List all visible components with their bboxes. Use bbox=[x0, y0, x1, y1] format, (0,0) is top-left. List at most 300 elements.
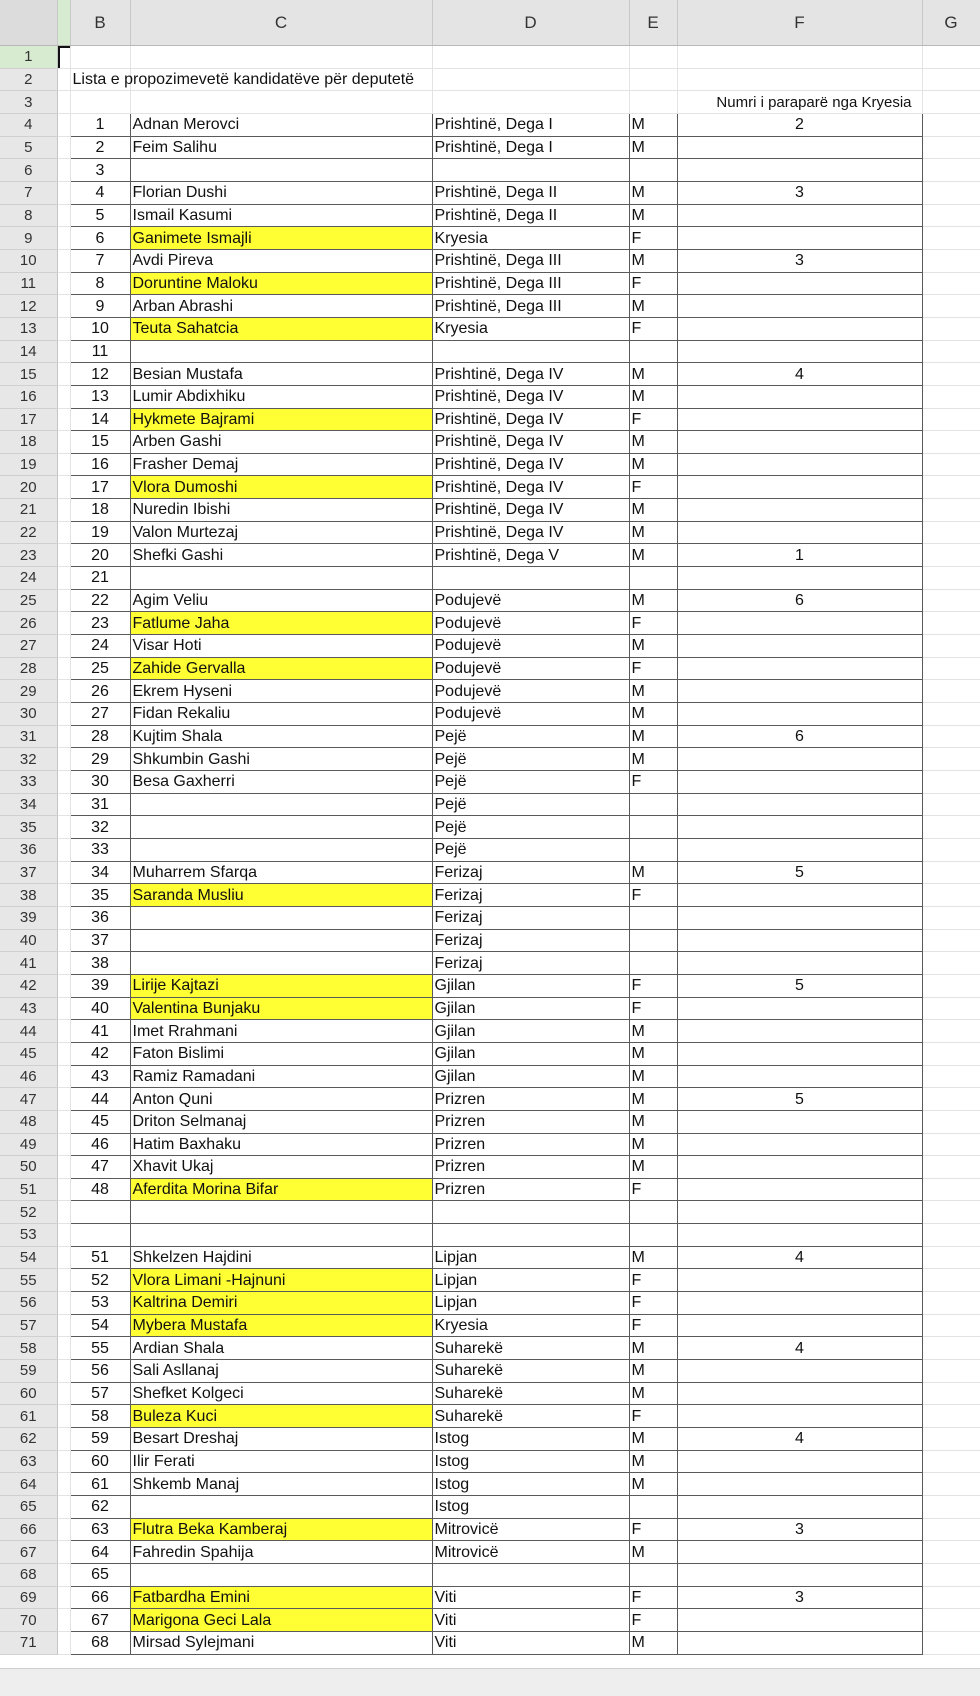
cell-g[interactable] bbox=[922, 929, 980, 952]
cell-count[interactable] bbox=[677, 1450, 922, 1473]
cell-g[interactable] bbox=[922, 1609, 980, 1632]
cell-name[interactable] bbox=[130, 952, 432, 975]
cell-gender[interactable]: F bbox=[629, 1586, 677, 1609]
cell-gender[interactable]: F bbox=[629, 771, 677, 794]
cell-name[interactable] bbox=[130, 159, 432, 182]
cell-count[interactable] bbox=[677, 1314, 922, 1337]
column-header-d[interactable]: D bbox=[432, 0, 629, 46]
cell-number[interactable]: 53 bbox=[70, 1292, 130, 1315]
cell-a[interactable] bbox=[57, 771, 70, 794]
cell-g[interactable] bbox=[922, 408, 980, 431]
cell-a[interactable] bbox=[57, 204, 70, 227]
cell-a[interactable] bbox=[57, 1541, 70, 1564]
row-header[interactable]: 26 bbox=[0, 612, 57, 635]
cell-gender[interactable]: F bbox=[629, 1178, 677, 1201]
cell-number[interactable]: 29 bbox=[70, 748, 130, 771]
cell-number[interactable]: 9 bbox=[70, 295, 130, 318]
cell-branch[interactable]: Kryesia bbox=[432, 227, 629, 250]
cell-branch[interactable]: Podujevë bbox=[432, 680, 629, 703]
cell-number[interactable]: 51 bbox=[70, 1246, 130, 1269]
cell-branch[interactable] bbox=[432, 567, 629, 590]
row-header[interactable]: 10 bbox=[0, 249, 57, 272]
cell-gender[interactable]: F bbox=[629, 317, 677, 340]
row-header[interactable]: 63 bbox=[0, 1450, 57, 1473]
cell-name[interactable]: Valon Murtezaj bbox=[130, 521, 432, 544]
cell-count[interactable] bbox=[677, 136, 922, 159]
cell-name[interactable]: Saranda Musliu bbox=[130, 884, 432, 907]
row-header[interactable]: 55 bbox=[0, 1269, 57, 1292]
cell-a[interactable] bbox=[57, 431, 70, 454]
cell-a[interactable] bbox=[57, 340, 70, 363]
cell-count[interactable] bbox=[677, 227, 922, 250]
cell-g[interactable] bbox=[922, 1563, 980, 1586]
cell-number[interactable]: 21 bbox=[70, 567, 130, 590]
cell-count[interactable]: 4 bbox=[677, 1246, 922, 1269]
cell-a[interactable] bbox=[57, 1473, 70, 1496]
cell-a[interactable] bbox=[57, 680, 70, 703]
cell-name[interactable]: Shefket Kolgeci bbox=[130, 1382, 432, 1405]
cell-branch[interactable] bbox=[432, 68, 629, 91]
cell-gender[interactable]: M bbox=[629, 1450, 677, 1473]
row-header[interactable]: 65 bbox=[0, 1496, 57, 1519]
cell-name[interactable]: Marigona Geci Lala bbox=[130, 1609, 432, 1632]
cell-branch[interactable] bbox=[432, 91, 629, 114]
cell-number[interactable]: 68 bbox=[70, 1631, 130, 1654]
row-header[interactable]: 49 bbox=[0, 1133, 57, 1156]
cell-number[interactable]: 8 bbox=[70, 272, 130, 295]
cell-name[interactable]: Fatlume Jaha bbox=[130, 612, 432, 635]
row-header[interactable]: 30 bbox=[0, 703, 57, 726]
cell-a[interactable] bbox=[57, 1405, 70, 1428]
row-header[interactable]: 46 bbox=[0, 1065, 57, 1088]
cell-gender[interactable]: M bbox=[629, 589, 677, 612]
cell-g[interactable] bbox=[922, 1110, 980, 1133]
cell-gender[interactable]: M bbox=[629, 136, 677, 159]
cell-name[interactable]: Shefki Gashi bbox=[130, 544, 432, 567]
cell-gender[interactable]: F bbox=[629, 1518, 677, 1541]
cell-a[interactable] bbox=[57, 703, 70, 726]
row-header[interactable]: 20 bbox=[0, 476, 57, 499]
cell-g[interactable] bbox=[922, 1314, 980, 1337]
cell-branch[interactable]: Podujevë bbox=[432, 703, 629, 726]
cell-a[interactable] bbox=[57, 657, 70, 680]
cell-a[interactable] bbox=[57, 46, 70, 69]
cell-gender[interactable]: F bbox=[629, 884, 677, 907]
cell-a[interactable] bbox=[57, 476, 70, 499]
cell-number[interactable]: 64 bbox=[70, 1541, 130, 1564]
row-header[interactable]: 42 bbox=[0, 974, 57, 997]
cell-gender[interactable]: M bbox=[629, 748, 677, 771]
cell-name[interactable]: Vlora Dumoshi bbox=[130, 476, 432, 499]
cell-branch[interactable] bbox=[432, 340, 629, 363]
cell-a[interactable] bbox=[57, 1156, 70, 1179]
cell-count[interactable]: 3 bbox=[677, 1586, 922, 1609]
cell-number[interactable]: 63 bbox=[70, 1518, 130, 1541]
cell-branch[interactable]: Mitrovicë bbox=[432, 1518, 629, 1541]
cell-name[interactable]: Imet Rrahmani bbox=[130, 1020, 432, 1043]
cell-count[interactable] bbox=[677, 1563, 922, 1586]
cell-count[interactable] bbox=[677, 1541, 922, 1564]
cell-a[interactable] bbox=[57, 816, 70, 839]
cell-count[interactable]: 4 bbox=[677, 1428, 922, 1451]
cell-g[interactable] bbox=[922, 793, 980, 816]
cell-name[interactable]: Shkemb Manaj bbox=[130, 1473, 432, 1496]
cell-count[interactable] bbox=[677, 1609, 922, 1632]
cell-a[interactable] bbox=[57, 929, 70, 952]
cell-gender[interactable]: M bbox=[629, 1246, 677, 1269]
cell-a[interactable] bbox=[57, 725, 70, 748]
cell-gender[interactable]: M bbox=[629, 1156, 677, 1179]
row-header[interactable]: 47 bbox=[0, 1088, 57, 1111]
row-header[interactable]: 50 bbox=[0, 1156, 57, 1179]
cell-branch[interactable]: Istog bbox=[432, 1496, 629, 1519]
row-header[interactable]: 5 bbox=[0, 136, 57, 159]
cell-gender[interactable]: F bbox=[629, 1405, 677, 1428]
cell-count[interactable] bbox=[677, 295, 922, 318]
cell-count[interactable] bbox=[677, 272, 922, 295]
cell-a[interactable] bbox=[57, 249, 70, 272]
row-header[interactable]: 18 bbox=[0, 431, 57, 454]
cell-count[interactable]: 6 bbox=[677, 589, 922, 612]
cell-g[interactable] bbox=[922, 544, 980, 567]
cell-number[interactable]: 38 bbox=[70, 952, 130, 975]
cell-branch[interactable]: Istog bbox=[432, 1450, 629, 1473]
cell-g[interactable] bbox=[922, 997, 980, 1020]
row-header[interactable]: 45 bbox=[0, 1042, 57, 1065]
cell-number[interactable]: 45 bbox=[70, 1110, 130, 1133]
cell-a[interactable] bbox=[57, 1110, 70, 1133]
cell-count[interactable] bbox=[677, 906, 922, 929]
cell-g[interactable] bbox=[922, 136, 980, 159]
cell-gender[interactable]: F bbox=[629, 997, 677, 1020]
cell-count[interactable] bbox=[677, 1110, 922, 1133]
row-header[interactable]: 56 bbox=[0, 1292, 57, 1315]
cell-number[interactable]: 24 bbox=[70, 635, 130, 658]
cell-branch[interactable]: Pejë bbox=[432, 816, 629, 839]
row-header[interactable]: 33 bbox=[0, 771, 57, 794]
cell-number[interactable]: 36 bbox=[70, 906, 130, 929]
cell-a[interactable] bbox=[57, 1201, 70, 1224]
cell-branch[interactable]: Prishtinë, Dega II bbox=[432, 204, 629, 227]
cell-count[interactable] bbox=[677, 1201, 922, 1224]
row-header[interactable]: 69 bbox=[0, 1586, 57, 1609]
cell-gender[interactable]: M bbox=[629, 499, 677, 522]
row-header[interactable]: 29 bbox=[0, 680, 57, 703]
cell-count[interactable] bbox=[677, 680, 922, 703]
cell-count[interactable] bbox=[677, 1473, 922, 1496]
cell-name[interactable] bbox=[130, 340, 432, 363]
cell-branch[interactable]: Istog bbox=[432, 1473, 629, 1496]
cell-gender[interactable]: M bbox=[629, 1133, 677, 1156]
cell-g[interactable] bbox=[922, 1360, 980, 1383]
cell-gender[interactable] bbox=[629, 567, 677, 590]
cell-gender[interactable] bbox=[629, 1563, 677, 1586]
cell-g[interactable] bbox=[922, 861, 980, 884]
cell-a[interactable] bbox=[57, 295, 70, 318]
cell-gender[interactable]: M bbox=[629, 1088, 677, 1111]
cell-branch[interactable]: Lipjan bbox=[432, 1269, 629, 1292]
cell-a[interactable] bbox=[57, 1042, 70, 1065]
cell-a[interactable] bbox=[57, 1065, 70, 1088]
count-column-header[interactable]: Numri i paraparë nga Kryesia bbox=[677, 91, 922, 114]
cell-a[interactable] bbox=[57, 1337, 70, 1360]
cell-a[interactable] bbox=[57, 113, 70, 136]
cell-gender[interactable]: M bbox=[629, 544, 677, 567]
cell-g[interactable] bbox=[922, 748, 980, 771]
cell-a[interactable] bbox=[57, 1178, 70, 1201]
cell-count[interactable] bbox=[677, 748, 922, 771]
row-header[interactable]: 35 bbox=[0, 816, 57, 839]
cell-name[interactable]: Anton Quni bbox=[130, 1088, 432, 1111]
cell-g[interactable] bbox=[922, 453, 980, 476]
cell-g[interactable] bbox=[922, 1382, 980, 1405]
cell-gender[interactable]: M bbox=[629, 1337, 677, 1360]
row-header[interactable]: 6 bbox=[0, 159, 57, 182]
cell-number[interactable]: 14 bbox=[70, 408, 130, 431]
cell-g[interactable] bbox=[922, 181, 980, 204]
row-header[interactable]: 64 bbox=[0, 1473, 57, 1496]
cell-branch[interactable]: Viti bbox=[432, 1586, 629, 1609]
cell-gender[interactable]: M bbox=[629, 1042, 677, 1065]
cell-number[interactable]: 66 bbox=[70, 1586, 130, 1609]
cell-a[interactable] bbox=[57, 1246, 70, 1269]
cell-gender[interactable] bbox=[629, 68, 677, 91]
cell-g[interactable] bbox=[922, 703, 980, 726]
cell-gender[interactable]: F bbox=[629, 227, 677, 250]
cell-count[interactable]: 4 bbox=[677, 363, 922, 386]
cell-count[interactable] bbox=[677, 204, 922, 227]
cell-gender[interactable] bbox=[629, 340, 677, 363]
row-header[interactable]: 37 bbox=[0, 861, 57, 884]
cell-number[interactable]: 4 bbox=[70, 181, 130, 204]
cell-g[interactable] bbox=[922, 1156, 980, 1179]
cell-number[interactable]: 6 bbox=[70, 227, 130, 250]
row-header[interactable]: 44 bbox=[0, 1020, 57, 1043]
cell-name[interactable]: Muharrem Sfarqa bbox=[130, 861, 432, 884]
cell-number[interactable]: 39 bbox=[70, 974, 130, 997]
row-header[interactable]: 32 bbox=[0, 748, 57, 771]
cell-name[interactable] bbox=[130, 1496, 432, 1519]
cell-g[interactable] bbox=[922, 431, 980, 454]
cell-count[interactable] bbox=[677, 1065, 922, 1088]
cell-branch[interactable]: Prishtinë, Dega IV bbox=[432, 521, 629, 544]
cell-a[interactable] bbox=[57, 1609, 70, 1632]
cell-name[interactable]: Nuredin Ibishi bbox=[130, 499, 432, 522]
cell-a[interactable] bbox=[57, 1428, 70, 1451]
cell-name[interactable] bbox=[130, 567, 432, 590]
cell-number[interactable]: 20 bbox=[70, 544, 130, 567]
row-header[interactable]: 7 bbox=[0, 181, 57, 204]
cell-name[interactable]: Feim Salihu bbox=[130, 136, 432, 159]
row-header[interactable]: 16 bbox=[0, 385, 57, 408]
cell-branch[interactable]: Lipjan bbox=[432, 1246, 629, 1269]
cell-g[interactable] bbox=[922, 657, 980, 680]
cell-count[interactable] bbox=[677, 1133, 922, 1156]
row-header[interactable]: 60 bbox=[0, 1382, 57, 1405]
cell-count[interactable] bbox=[677, 997, 922, 1020]
cell-branch[interactable]: Podujevë bbox=[432, 657, 629, 680]
cell-count[interactable]: 4 bbox=[677, 1337, 922, 1360]
cell-name[interactable]: Besa Gaxherri bbox=[130, 771, 432, 794]
cell-g[interactable] bbox=[922, 589, 980, 612]
row-header[interactable]: 8 bbox=[0, 204, 57, 227]
cell-g[interactable] bbox=[922, 499, 980, 522]
cell-g[interactable] bbox=[922, 1473, 980, 1496]
cell-number[interactable]: 48 bbox=[70, 1178, 130, 1201]
cell-branch[interactable]: Gjilan bbox=[432, 974, 629, 997]
cell-gender[interactable]: M bbox=[629, 249, 677, 272]
cell-name[interactable]: Lirije Kajtazi bbox=[130, 974, 432, 997]
cell-name[interactable] bbox=[130, 1224, 432, 1247]
cell-g[interactable] bbox=[922, 91, 980, 114]
cell-branch[interactable]: Pejë bbox=[432, 793, 629, 816]
cell-branch[interactable]: Prishtinë, Dega IV bbox=[432, 476, 629, 499]
cell-gender[interactable]: M bbox=[629, 113, 677, 136]
row-header[interactable]: 34 bbox=[0, 793, 57, 816]
row-header[interactable]: 67 bbox=[0, 1541, 57, 1564]
cell-number[interactable]: 27 bbox=[70, 703, 130, 726]
row-header[interactable]: 11 bbox=[0, 272, 57, 295]
cell-number[interactable]: 22 bbox=[70, 589, 130, 612]
cell-count[interactable] bbox=[677, 1178, 922, 1201]
cell-gender[interactable]: F bbox=[629, 974, 677, 997]
cell-branch[interactable]: Gjilan bbox=[432, 1065, 629, 1088]
cell-name[interactable]: Adnan Merovci bbox=[130, 113, 432, 136]
cell-count[interactable] bbox=[677, 1292, 922, 1315]
cell-number[interactable]: 67 bbox=[70, 1609, 130, 1632]
cell-gender[interactable] bbox=[629, 952, 677, 975]
cell-g[interactable] bbox=[922, 816, 980, 839]
cell-number[interactable]: 58 bbox=[70, 1405, 130, 1428]
cell-number[interactable]: 25 bbox=[70, 657, 130, 680]
cell-g[interactable] bbox=[922, 1541, 980, 1564]
cell-g[interactable] bbox=[922, 974, 980, 997]
row-header[interactable]: 3 bbox=[0, 91, 57, 114]
cell-name[interactable]: Arban Abrashi bbox=[130, 295, 432, 318]
cell-a[interactable] bbox=[57, 1496, 70, 1519]
cell-g[interactable] bbox=[922, 1405, 980, 1428]
cell-branch[interactable]: Ferizaj bbox=[432, 952, 629, 975]
cell-g[interactable] bbox=[922, 204, 980, 227]
cell-name[interactable] bbox=[130, 793, 432, 816]
cell-count[interactable]: 3 bbox=[677, 1518, 922, 1541]
cell-count[interactable]: 1 bbox=[677, 544, 922, 567]
cell-g[interactable] bbox=[922, 612, 980, 635]
cell-number[interactable]: 13 bbox=[70, 385, 130, 408]
cell-name[interactable]: Vlora Limani -Hajnuni bbox=[130, 1269, 432, 1292]
cell-a[interactable] bbox=[57, 1088, 70, 1111]
column-header-e[interactable]: E bbox=[629, 0, 677, 46]
cell-a[interactable] bbox=[57, 227, 70, 250]
row-header[interactable]: 2 bbox=[0, 68, 57, 91]
cell-number[interactable]: 62 bbox=[70, 1496, 130, 1519]
row-header[interactable]: 40 bbox=[0, 929, 57, 952]
cell-branch[interactable]: Suharekë bbox=[432, 1337, 629, 1360]
cell-count[interactable] bbox=[677, 431, 922, 454]
cell-a[interactable] bbox=[57, 544, 70, 567]
cell-number[interactable]: 18 bbox=[70, 499, 130, 522]
cell-gender[interactable]: F bbox=[629, 408, 677, 431]
row-header[interactable]: 61 bbox=[0, 1405, 57, 1428]
cell-name[interactable]: Arben Gashi bbox=[130, 431, 432, 454]
cell-gender[interactable]: F bbox=[629, 1609, 677, 1632]
cell-g[interactable] bbox=[922, 771, 980, 794]
cell-branch[interactable]: Podujevë bbox=[432, 612, 629, 635]
cell-name[interactable]: Zahide Gervalla bbox=[130, 657, 432, 680]
row-header[interactable]: 27 bbox=[0, 635, 57, 658]
cell-g[interactable] bbox=[922, 1518, 980, 1541]
cell-count[interactable] bbox=[677, 521, 922, 544]
cell-gender[interactable]: F bbox=[629, 1292, 677, 1315]
cell-number[interactable] bbox=[70, 68, 415, 91]
cell-gender[interactable] bbox=[629, 929, 677, 952]
cell-name[interactable]: Hykmete Bajrami bbox=[130, 408, 432, 431]
cell-count[interactable] bbox=[677, 408, 922, 431]
cell-name[interactable]: Agim Veliu bbox=[130, 589, 432, 612]
cell-gender[interactable]: F bbox=[629, 272, 677, 295]
cell-count[interactable] bbox=[677, 340, 922, 363]
row-header[interactable]: 43 bbox=[0, 997, 57, 1020]
cell-number[interactable]: 5 bbox=[70, 204, 130, 227]
cell-number[interactable]: 34 bbox=[70, 861, 130, 884]
row-header[interactable]: 17 bbox=[0, 408, 57, 431]
cell-count[interactable] bbox=[677, 317, 922, 340]
cell-gender[interactable]: M bbox=[629, 1382, 677, 1405]
cell-branch[interactable]: Prishtinë, Dega I bbox=[432, 113, 629, 136]
row-header[interactable]: 31 bbox=[0, 725, 57, 748]
cell-count[interactable]: 6 bbox=[677, 725, 922, 748]
cell-number[interactable]: 41 bbox=[70, 1020, 130, 1043]
cell-count[interactable] bbox=[677, 453, 922, 476]
cell-number[interactable]: 19 bbox=[70, 521, 130, 544]
row-header[interactable]: 51 bbox=[0, 1178, 57, 1201]
cell-branch[interactable]: Ferizaj bbox=[432, 861, 629, 884]
cell-branch[interactable]: Prishtinë, Dega IV bbox=[432, 499, 629, 522]
cell-number[interactable] bbox=[70, 1201, 130, 1224]
cell-gender[interactable]: M bbox=[629, 181, 677, 204]
cell-count[interactable] bbox=[677, 929, 922, 952]
cell-count[interactable] bbox=[677, 1156, 922, 1179]
cell-branch[interactable]: Prishtinë, Dega III bbox=[432, 272, 629, 295]
cell-branch[interactable]: Lipjan bbox=[432, 1292, 629, 1315]
cell-a[interactable] bbox=[57, 317, 70, 340]
cell-a[interactable] bbox=[57, 91, 70, 114]
cell-a[interactable] bbox=[57, 363, 70, 386]
cell-branch[interactable]: Prishtinë, Dega IV bbox=[432, 453, 629, 476]
cell-number[interactable]: 61 bbox=[70, 1473, 130, 1496]
cell-a[interactable] bbox=[57, 136, 70, 159]
cell-g[interactable] bbox=[922, 1065, 980, 1088]
cell-number[interactable]: 37 bbox=[70, 929, 130, 952]
cell-branch[interactable]: Prishtinë, Dega II bbox=[432, 181, 629, 204]
cell-g[interactable] bbox=[922, 952, 980, 975]
cell-a[interactable] bbox=[57, 159, 70, 182]
cell-name[interactable]: Lumir Abdixhiku bbox=[130, 385, 432, 408]
cell-name[interactable]: Besian Mustafa bbox=[130, 363, 432, 386]
cell-count[interactable] bbox=[677, 159, 922, 182]
row-header[interactable]: 1 bbox=[0, 46, 57, 69]
cell-branch[interactable]: Prizren bbox=[432, 1133, 629, 1156]
column-header-b[interactable]: B bbox=[70, 0, 130, 46]
row-header[interactable]: 25 bbox=[0, 589, 57, 612]
cell-branch[interactable]: Prishtinë, Dega IV bbox=[432, 363, 629, 386]
cell-count[interactable] bbox=[677, 1496, 922, 1519]
cell-g[interactable] bbox=[922, 1246, 980, 1269]
cell-number[interactable]: 54 bbox=[70, 1314, 130, 1337]
cell-name[interactable]: Teuta Sahatcia bbox=[130, 317, 432, 340]
cell-a[interactable] bbox=[57, 952, 70, 975]
cell-g[interactable] bbox=[922, 884, 980, 907]
